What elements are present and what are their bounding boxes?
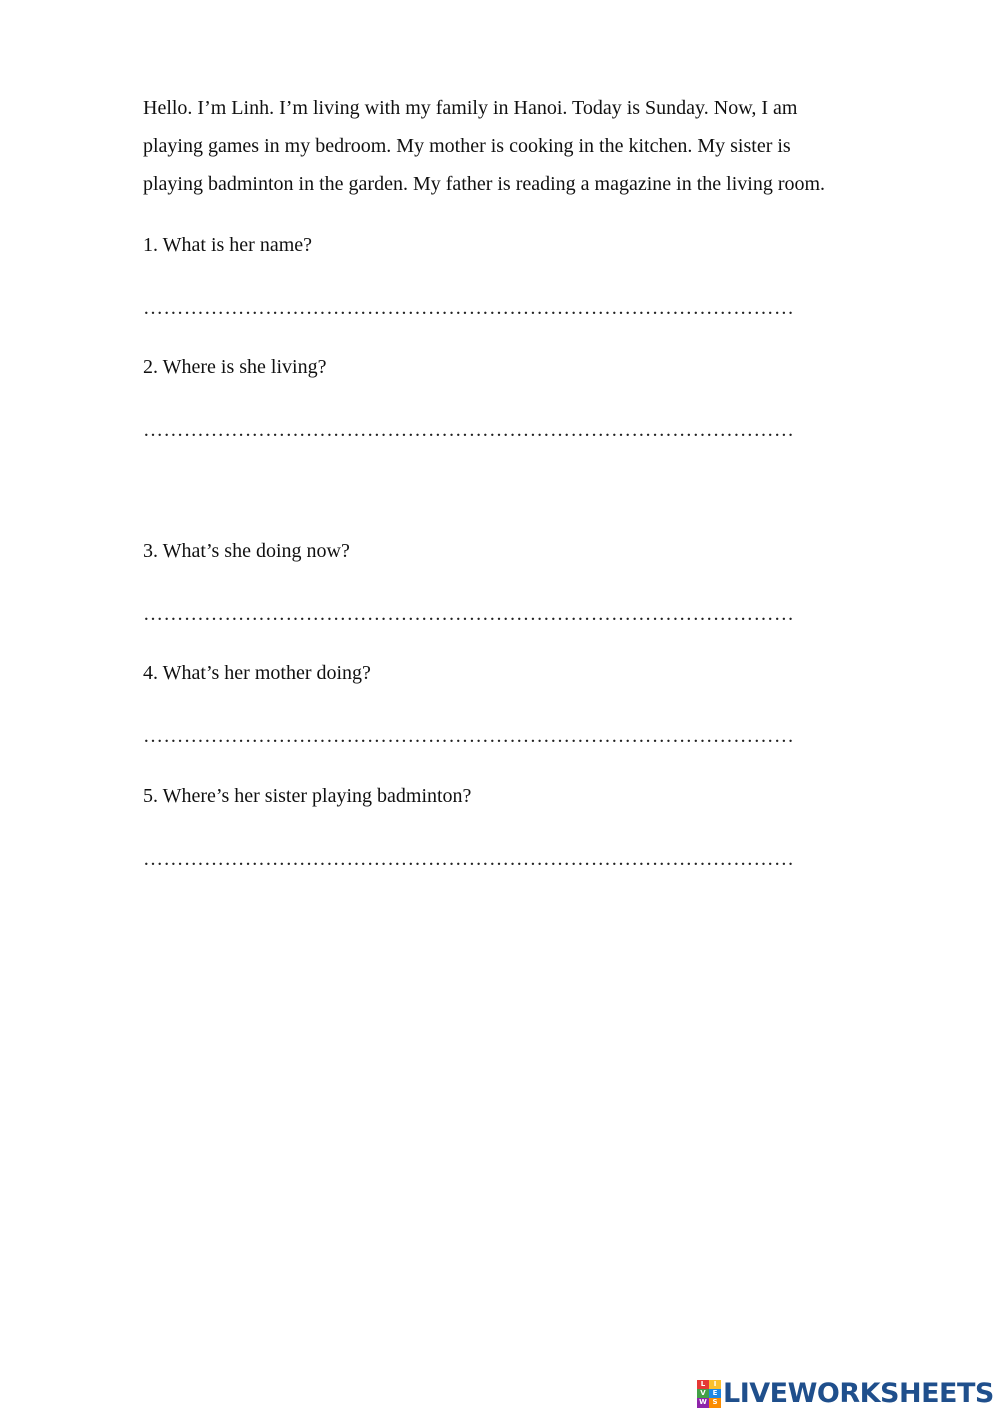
brand-text: LIVEWORKSHEETS: [723, 1378, 994, 1409]
answer-field-3[interactable]: ……………………………………………………………………………………: [143, 603, 795, 625]
question-1: 1. What is her name?: [143, 234, 313, 256]
passage-line-2: playing games in my bedroom. My mother is cooking in the kitchen. My sister is: [143, 135, 791, 157]
question-4: 4. What’s her mother doing?: [143, 662, 371, 684]
logo-cell-1: L: [697, 1380, 709, 1389]
liveworksheets-brand: [697, 1377, 994, 1411]
logo-cell-3: V: [697, 1389, 709, 1398]
logo-cell-5: W: [697, 1398, 709, 1408]
question-5: 5. Where’s her sister playing badminton?: [143, 785, 472, 807]
answer-field-5[interactable]: ……………………………………………………………………………………: [143, 848, 795, 870]
answer-field-2[interactable]: ……………………………………………………………………………………: [143, 419, 795, 441]
question-3: 3. What’s she doing now?: [143, 540, 350, 562]
logo-cell-6: S: [709, 1398, 721, 1408]
logo-cell-2: I: [709, 1380, 721, 1389]
passage-line-1: Hello. I’m Linh. I’m living with my family in Hanoi. Today is Sunday. Now, I am: [143, 97, 798, 119]
answer-field-4[interactable]: ……………………………………………………………………………………: [143, 725, 795, 747]
answer-field-1[interactable]: ……………………………………………………………………………………: [143, 297, 795, 319]
liveworksheets-logo-icon: [697, 1380, 721, 1408]
question-2: 2. Where is she living?: [143, 356, 327, 378]
passage-line-3: playing badminton in the garden. My father is reading a magazine in the living room.: [143, 173, 826, 195]
logo-cell-4: E: [709, 1389, 721, 1398]
